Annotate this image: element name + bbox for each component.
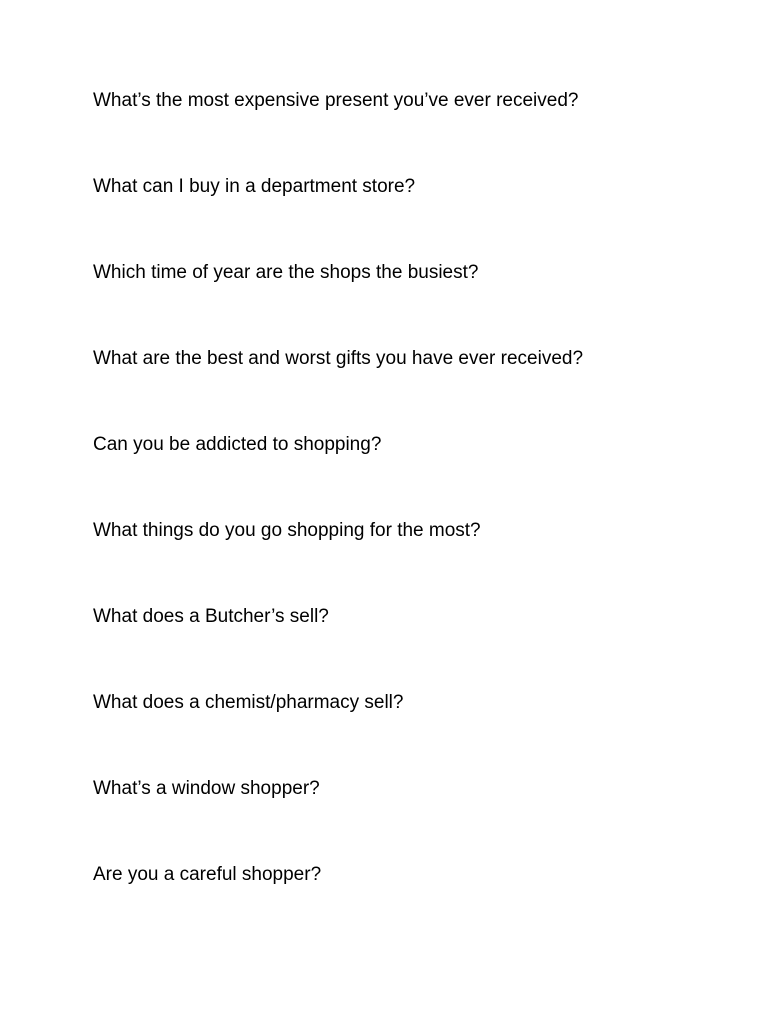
question-6: What things do you go shopping for the most? <box>93 520 481 541</box>
question-2: What can I buy in a department store? <box>93 176 416 197</box>
question-list <box>93 88 583 948</box>
question-5: Can you be addicted to shopping? <box>93 434 382 455</box>
question-8: What does a chemist/pharmacy sell? <box>93 692 404 713</box>
question-10: Are you a careful shopper? <box>93 864 322 885</box>
question-4: What are the best and worst gifts you have ever received? <box>93 348 584 369</box>
question-3: Which time of year are the shops the busiest? <box>93 262 479 283</box>
question-9: What’s a window shopper? <box>93 778 320 799</box>
question-1: What’s the most expensive present you’ve ever received? <box>93 90 579 111</box>
question-7: What does a Butcher’s sell? <box>93 606 329 627</box>
